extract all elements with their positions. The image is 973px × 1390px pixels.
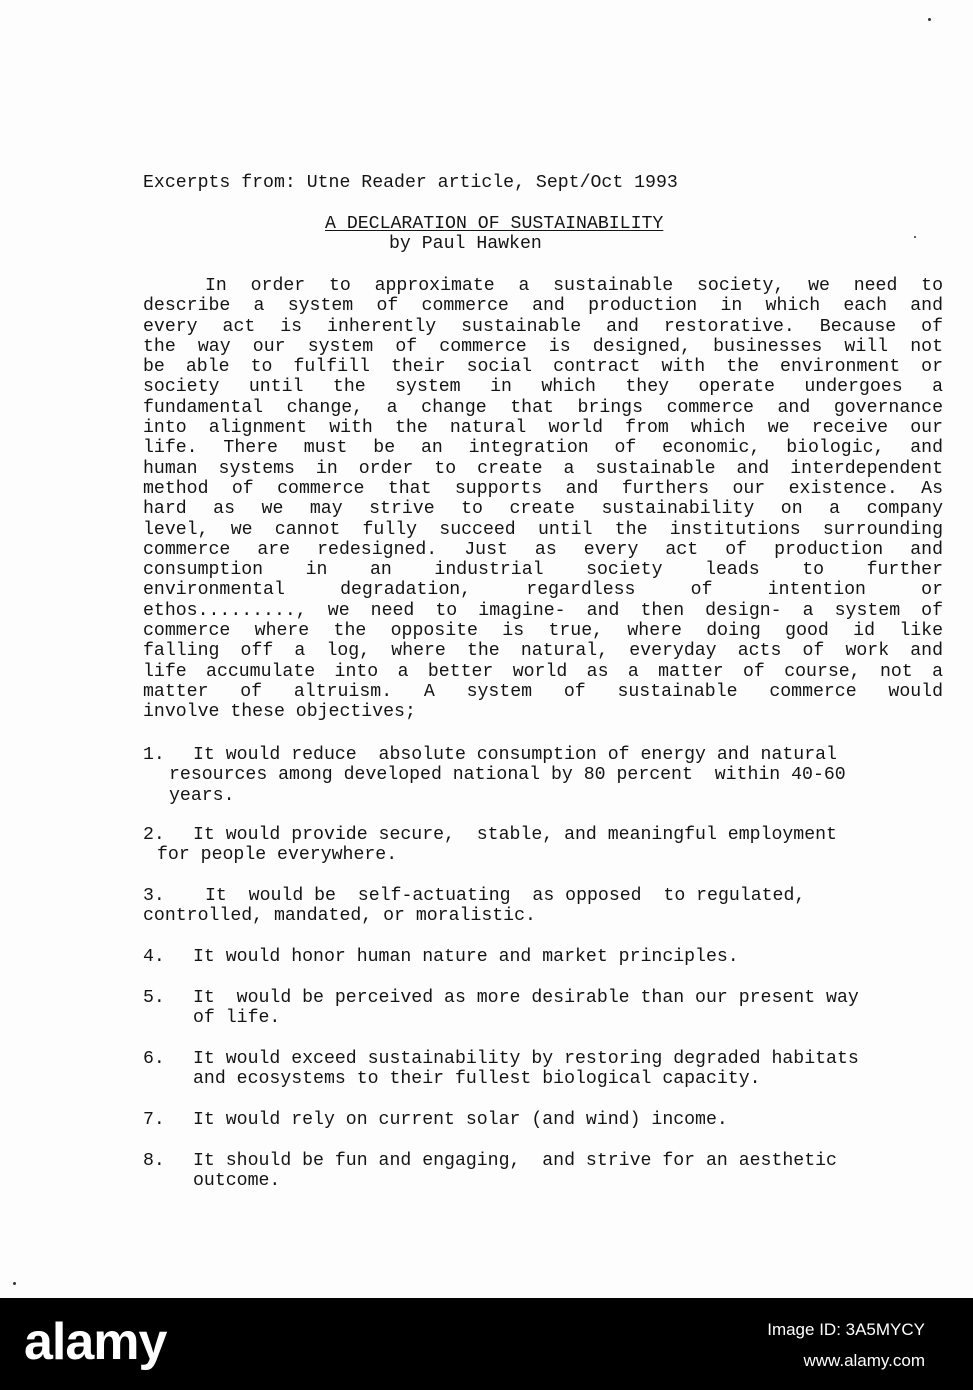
objective-text: for people everywhere.	[157, 845, 398, 866]
paragraph-line: life. There must be an integration of economic, biologic, and	[143, 438, 943, 459]
paragraph-line: describe a system of commerce and production in which each and	[143, 296, 943, 317]
objective-text: and ecosystems to their fullest biological capacity.	[193, 1069, 761, 1090]
objective-text: It would reduce absolute consumption of energy and natural	[193, 745, 837, 765]
paragraph-line: method of commerce that supports and furthers our existence. As	[143, 478, 943, 499]
objective-number: 8.	[143, 1151, 165, 1171]
paragraph-line: be able to fulfill their social contract with the environment or	[143, 357, 943, 378]
paragraph-line: life accumulate into a better world as a matter of course, not a	[143, 661, 943, 682]
objective-number: 7.	[143, 1110, 165, 1130]
objective-number: 3.	[143, 886, 165, 906]
scan-speck	[13, 1282, 16, 1285]
paragraph-line: matter of altruism. A system of sustainable commerce would	[143, 681, 943, 702]
objective-text: outcome.	[193, 1171, 281, 1192]
paragraph-line: involve these objectives;	[143, 702, 416, 723]
document-title: A DECLARATION OF SUSTAINABILITY	[325, 214, 664, 234]
objective-text: years.	[169, 785, 235, 806]
paragraph-line: fundamental change, a change that brings commerce and governance	[143, 397, 943, 418]
scan-speck	[914, 236, 916, 238]
paragraph-line: human systems in order to create a sustainable and interdependent	[143, 458, 943, 479]
byline: by Paul Hawken	[389, 234, 542, 254]
paragraph-line: society until the system in which they operate undergoes a	[143, 377, 943, 398]
objective-text: It should be fun and engaging, and strive for an aesthetic	[193, 1151, 837, 1171]
objective-text: It would be self-actuating as opposed to regulated,	[205, 886, 806, 906]
objective-text: of life.	[193, 1008, 281, 1029]
objective-text: It would provide secure, stable, and meaningful employment	[193, 825, 837, 845]
paragraph-line: commerce are redesigned. Just as every act of production and	[143, 539, 943, 560]
stock-url: www.alamy.com	[803, 1351, 925, 1370]
paragraph-line: consumption in an industrial society leads to further	[143, 560, 943, 581]
paragraph-line: every act is inherently sustainable and restorative. Because of	[143, 316, 943, 337]
paragraph-line: In order to approximate a sustainable society, we need to	[205, 276, 943, 296]
objective-number: 1.	[143, 745, 165, 765]
paragraph-line: level, we cannot fully succeed until the institutions surrounding	[143, 519, 943, 540]
paragraph-line: environmental degradation, regardless of intention or	[143, 580, 943, 601]
objective-text: It would rely on current solar (and wind) income.	[193, 1110, 728, 1130]
objective-text: It would exceed sustainability by restoring degraded habitats	[193, 1049, 859, 1069]
body-paragraph	[143, 276, 943, 723]
objective-number: 4.	[143, 947, 165, 967]
paragraph-line: ethos........., we need to imagine- and then design- a system of	[143, 600, 943, 621]
alamy-logo: alamy	[24, 1313, 167, 1371]
objective-number: 2.	[143, 825, 165, 845]
objective-text: controlled, mandated, or moralistic.	[143, 906, 536, 927]
paragraph-line: commerce where the opposite is true, where doing good id like	[143, 621, 943, 642]
paragraph-line: hard as we may strive to create sustainability on a company	[143, 499, 943, 520]
source-line: Excerpts from: Utne Reader article, Sept/Oct 1993	[143, 173, 678, 193]
paragraph-line: into alignment with the natural world from which we receive our	[143, 418, 943, 439]
objective-number: 6.	[143, 1049, 165, 1069]
objective-number: 5.	[143, 988, 165, 1008]
scan-speck	[928, 18, 931, 21]
objective-text: It would be perceived as more desirable than our present way	[193, 988, 859, 1008]
objective-text: resources among developed national by 80 percent within 40-60	[169, 765, 846, 786]
paragraph-line: falling off a log, where the natural, everyday acts of work and	[143, 641, 943, 662]
image-id: Image ID: 3A5MYCY	[767, 1320, 925, 1339]
paragraph-line: the way our system of commerce is designed, businesses will not	[143, 336, 943, 357]
objective-text: It would honor human nature and market principles.	[193, 947, 739, 967]
watermark-footer	[0, 1298, 973, 1390]
